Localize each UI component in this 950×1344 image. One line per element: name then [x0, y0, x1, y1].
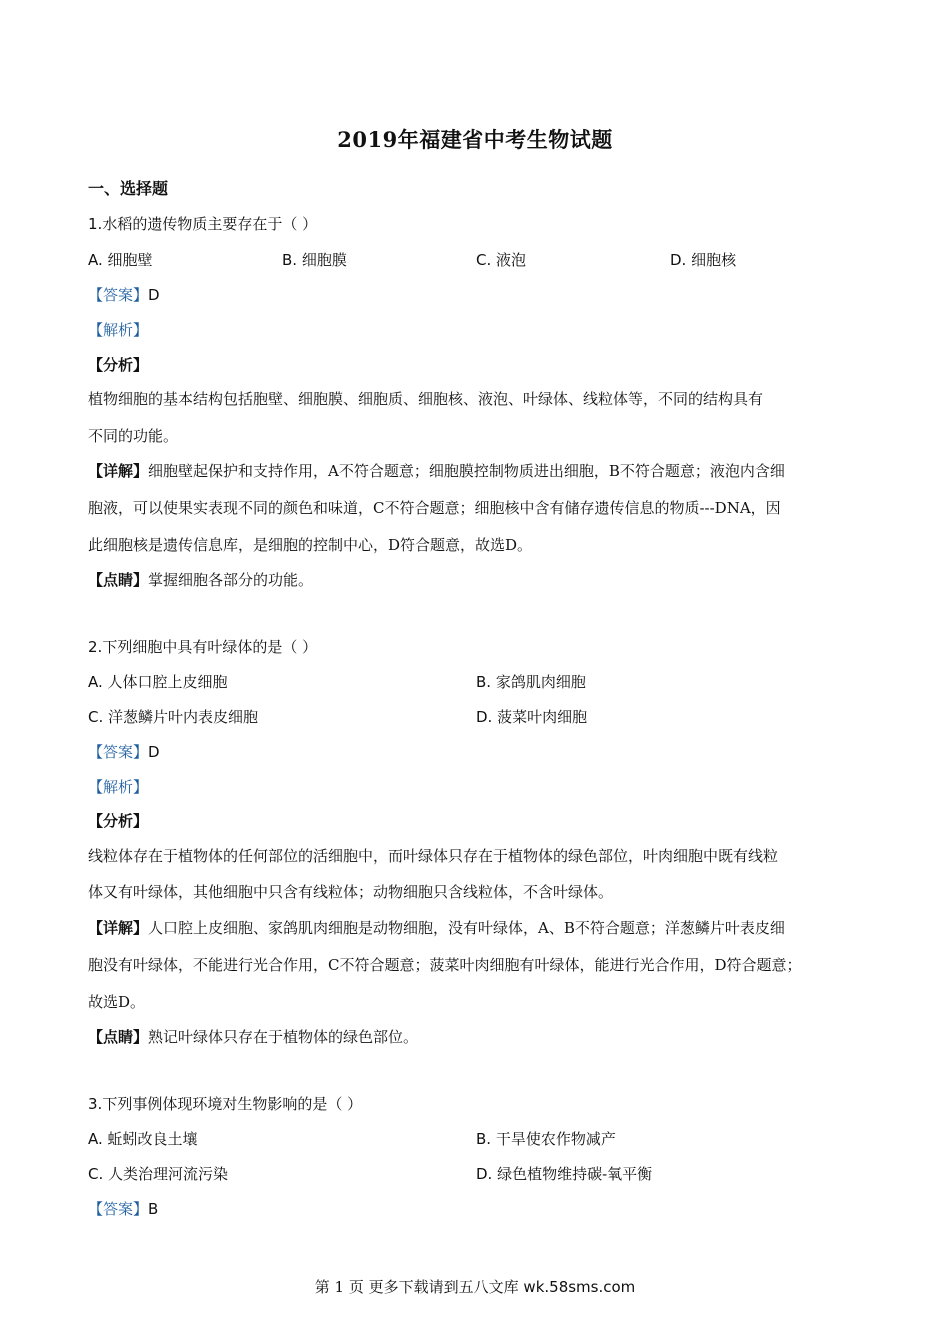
q3-answer — [88, 1198, 158, 1220]
question-2-stem — [88, 636, 317, 658]
option-letter: C. — [88, 1165, 104, 1183]
dianjing-text: 熟记叶绿体只存在于植物体的绿色部位。 — [148, 1028, 419, 1046]
q2-xiangjie-line-3: 故选D。 — [88, 993, 146, 1011]
option-text: 人体口腔上皮细胞 — [107, 673, 228, 691]
q1-answer — [88, 284, 160, 306]
q1-option-c — [476, 249, 526, 271]
xiangjie-tag: 【详解】 — [88, 462, 149, 480]
option-text: 干旱使农作物减产 — [495, 1130, 616, 1148]
question-number: 3. — [88, 1095, 103, 1113]
q1-fenxi-heading — [88, 354, 148, 376]
q1-xiangjie-line-2: 胞液，可以使果实表现不同的颜色和味道，C不符合题意；细胞核中含有储存遗传信息的物质---DNA，因 — [88, 499, 781, 517]
xiangjie-text: 人口腔上皮细胞、家鸽肌肉细胞是动物细胞，没有叶绿体，A、B不符合题意；洋葱鳞片叶表皮细 — [148, 919, 785, 937]
option-text: 液泡 — [496, 251, 527, 269]
option-letter: B. — [282, 251, 298, 269]
option-text: 绿色植物维持碳-氧平衡 — [497, 1165, 653, 1183]
q2-fenxi-line-1: 线粒体存在于植物体的任何部位的活细胞中，而叶绿体只存在于植物体的绿色部位，叶肉细胞中既有线粒 — [88, 847, 779, 865]
q2-answer — [88, 741, 160, 763]
answer-tag: 【答案】 — [88, 286, 149, 304]
option-letter: D. — [476, 708, 493, 726]
option-letter: B. — [476, 673, 492, 691]
option-text: 洋葱鳞片叶内表皮细胞 — [108, 708, 259, 726]
footer-page-number: 1 — [334, 1278, 345, 1296]
q1-xiangjie-line-3: 此细胞核是遗传信息库，是细胞的控制中心，D符合题意，故选D。 — [88, 536, 533, 554]
q2-fenxi-heading — [88, 810, 148, 832]
jiexi-tag: 【解析】 — [88, 321, 149, 339]
option-text: 细胞壁 — [107, 251, 153, 269]
answer-value: D — [148, 286, 160, 304]
q3-option-c — [88, 1163, 228, 1185]
q2-xiangjie-line-1 — [88, 917, 785, 939]
fenxi-tag: 【分析】 — [88, 812, 149, 830]
q1-jiexi — [88, 319, 148, 341]
page-footer — [0, 1276, 950, 1297]
answer-tag: 【答案】 — [88, 1200, 149, 1218]
option-letter: A. — [88, 251, 103, 269]
option-text: 菠菜叶肉细胞 — [497, 708, 588, 726]
option-letter: C. — [476, 251, 492, 269]
q2-jiexi — [88, 776, 148, 798]
page-title: 2019年福建省中考生物试题 — [337, 127, 613, 152]
answer-value: D — [148, 743, 160, 761]
q3-option-a — [88, 1128, 198, 1150]
q2-option-a — [88, 671, 228, 693]
option-text: 人类治理河流污染 — [108, 1165, 229, 1183]
option-letter: C. — [88, 708, 104, 726]
question-text: 下列细胞中具有叶绿体的是（ ） — [102, 638, 318, 656]
q2-option-b — [476, 671, 586, 693]
footer-site-link[interactable]: wk.58sms.com — [523, 1278, 636, 1296]
q1-fenxi-line-1: 植物细胞的基本结构包括胞壁、细胞膜、细胞质、细胞核、液泡、叶绿体、线粒体等，不同的结构具有 — [88, 390, 764, 408]
q2-option-c — [88, 706, 258, 728]
section-heading: 一、选择题 — [88, 179, 169, 198]
q1-option-d — [670, 249, 736, 271]
question-number: 2. — [88, 638, 103, 656]
fenxi-tag: 【分析】 — [88, 356, 149, 374]
footer-page-suffix: 页 — [348, 1278, 364, 1296]
q3-option-d — [476, 1163, 652, 1185]
jiexi-tag: 【解析】 — [88, 778, 149, 796]
q1-fenxi-line-2: 不同的功能。 — [88, 427, 179, 445]
option-letter: A. — [88, 1130, 103, 1148]
q2-dianjing — [88, 1026, 418, 1048]
question-3-stem — [88, 1093, 362, 1115]
question-text: 下列事例体现环境对生物影响的是（ ） — [102, 1095, 363, 1113]
answer-value: B — [148, 1200, 159, 1218]
q2-fenxi-line-2: 体又有叶绿体，其他细胞中只含有线粒体；动物细胞只含线粒体，不含叶绿体。 — [88, 883, 614, 901]
dianjing-tag: 【点睛】 — [88, 571, 149, 589]
dianjing-text: 掌握细胞各部分的功能。 — [148, 571, 314, 589]
footer-page-prefix: 第 — [314, 1278, 330, 1296]
xiangjie-text: 细胞壁起保护和支持作用，A不符合题意；细胞膜控制物质进出细胞，B不符合题意；液泡内含细 — [148, 462, 785, 480]
q2-xiangjie-line-2: 胞没有叶绿体，不能进行光合作用，C不符合题意；菠菜叶肉细胞有叶绿体，能进行光合作用，D符合题意； — [88, 956, 802, 974]
option-text: 细胞膜 — [301, 251, 347, 269]
q1-xiangjie-line-1 — [88, 460, 785, 482]
question-number: 1. — [88, 215, 103, 233]
footer-text: 更多下载请到五八文库 — [368, 1278, 519, 1296]
xiangjie-tag: 【详解】 — [88, 919, 149, 937]
option-text: 家鸽肌肉细胞 — [495, 673, 586, 691]
q1-option-b — [282, 249, 347, 271]
q1-option-a — [88, 249, 153, 271]
q2-option-d — [476, 706, 587, 728]
question-1-stem — [88, 213, 317, 235]
option-letter: B. — [476, 1130, 492, 1148]
option-letter: D. — [670, 251, 687, 269]
question-text: 水稻的遗传物质主要存在于（ ） — [102, 215, 318, 233]
q3-option-b — [476, 1128, 616, 1150]
option-text: 细胞核 — [691, 251, 737, 269]
q1-dianjing — [88, 569, 313, 591]
dianjing-tag: 【点睛】 — [88, 1028, 149, 1046]
option-letter: D. — [476, 1165, 493, 1183]
answer-tag: 【答案】 — [88, 743, 149, 761]
option-text: 蚯蚓改良土壤 — [107, 1130, 198, 1148]
option-letter: A. — [88, 673, 103, 691]
